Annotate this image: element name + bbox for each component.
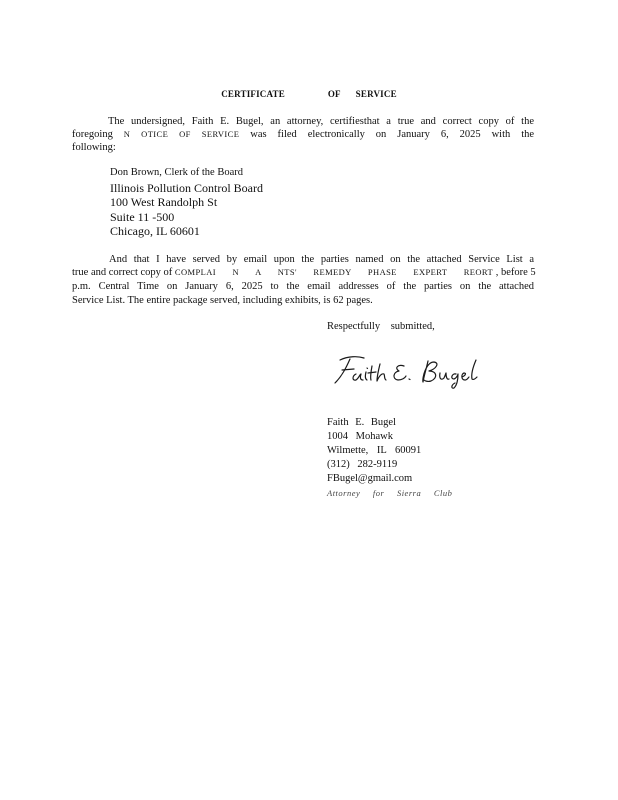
para2-before: , before 5 xyxy=(495,267,536,278)
para1-foregoing: foregoing xyxy=(72,129,113,140)
para2-copy-of: true and correct copy of xyxy=(72,267,173,278)
para1-filed-text: was filed electronically on January 6, 2025 with the xyxy=(250,129,535,140)
signer-phone: (312) 282-9119 xyxy=(327,459,398,470)
para2-report-title: COMPLAI N A NTS' REMEDY PHASE EXPERT REORT xyxy=(174,267,494,277)
address-line-board: Illinois Pollution Control Board xyxy=(110,180,264,195)
signer-email: FBugel@gmail.com xyxy=(327,473,413,484)
para2-line2 xyxy=(72,266,534,280)
title-word-certificate: CERTIFICATE xyxy=(221,89,285,99)
handwritten-signature xyxy=(330,352,480,390)
signer-role: Attorney for Sierra Club xyxy=(327,488,453,498)
para2-line3: p.m. Central Time on January 6, 2025 to the email addresses of the parties on the attached xyxy=(72,281,534,292)
signer-city: Wilmette, IL 60091 xyxy=(327,445,422,456)
signer-name: Faith E. Bugel xyxy=(327,417,396,428)
para2-line4: Service List. The entire package served, including exhibits, is 62 pages. xyxy=(72,295,373,306)
signer-street: 1004 Mohawk xyxy=(327,431,393,442)
title-word-of: OF xyxy=(327,89,341,99)
para1-line3: following: xyxy=(72,142,116,153)
para2-line1: And that I have served by email upon the parties named on the attached Service List a xyxy=(109,254,534,265)
para1-line1: The undersigned, Faith E. Bugel, an attorney, certifiesthat a true and correct copy of the xyxy=(108,116,534,127)
para1-line2 xyxy=(72,128,534,142)
title-word-service: SERVICE xyxy=(355,89,397,99)
para1-service: SERVICE xyxy=(201,129,240,139)
address-line-suite: Suite 11 -500 xyxy=(110,209,175,224)
address-line-street: 100 West Randolph St xyxy=(110,195,218,209)
closing-text: Respectfully submitted, xyxy=(327,321,435,332)
address-line-city: Chicago, IL 60601 xyxy=(110,224,200,238)
service-address xyxy=(110,166,263,239)
document-title xyxy=(0,89,618,99)
signer-block xyxy=(327,416,452,500)
address-line-clerk: Don Brown, Clerk of the Board xyxy=(110,167,243,178)
para1-of: OF xyxy=(179,129,191,139)
para1-notice: N OTICE xyxy=(123,129,169,139)
